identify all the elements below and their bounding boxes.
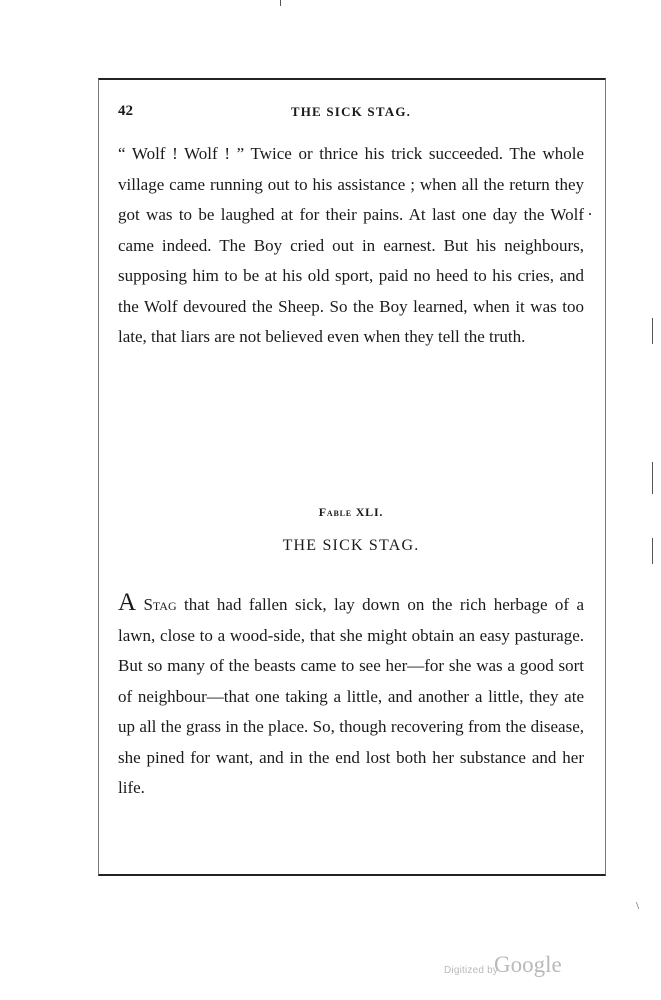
- fable-numeral: XLI.: [355, 505, 384, 519]
- running-title: THE SICK STAG.: [290, 104, 412, 119]
- fable-title: THE SICK STAG.: [282, 537, 420, 554]
- margin-dot: [589, 213, 591, 215]
- watermark-prefix: Digitized by: [444, 965, 499, 976]
- margin-mark: [652, 318, 653, 344]
- page-number: 42: [118, 103, 133, 119]
- fable-label: Fable: [318, 505, 352, 519]
- page-header: [118, 103, 584, 123]
- google-watermark: [436, 952, 596, 982]
- margin-mark: [652, 462, 653, 494]
- fable-number: [118, 505, 584, 520]
- drop-initial: A: [118, 589, 137, 616]
- paragraph-fable: [118, 590, 584, 804]
- lead-word: Stag: [143, 595, 177, 614]
- paragraph-continued: “ Wolf ! Wolf ! ” Twice or thrice his trick succeeded. The whole village came running out to his assistance ; when all the return they got was to be laughed at for their pains. At last one day the Wolf came indeed. The Boy cried out in earnest. But his neighbours, supposing him to be at his old sport, paid no heed to his cries, and the Wolf devoured the Sheep. So the Boy learned, when it was too late, that liars are not believed even when they tell the truth.: [118, 144, 584, 346]
- margin-footnote-mark: \: [636, 900, 640, 912]
- watermark-brand: Google: [494, 952, 562, 977]
- margin-mark: [280, 0, 281, 6]
- margin-mark: [652, 538, 653, 564]
- fable-body-text: that had fallen sick, lay down on the rich herbage of a lawn, close to a wood-side, that she might obtain an easy pasturage. But so many of the beasts came to see her—for she was a good sort of neighbour—that one taking a little, and another a little, they ate up all the grass in the place. So, though recovering from the disease, she pined for want, and in the end lost both her substance and her life.: [118, 595, 585, 797]
